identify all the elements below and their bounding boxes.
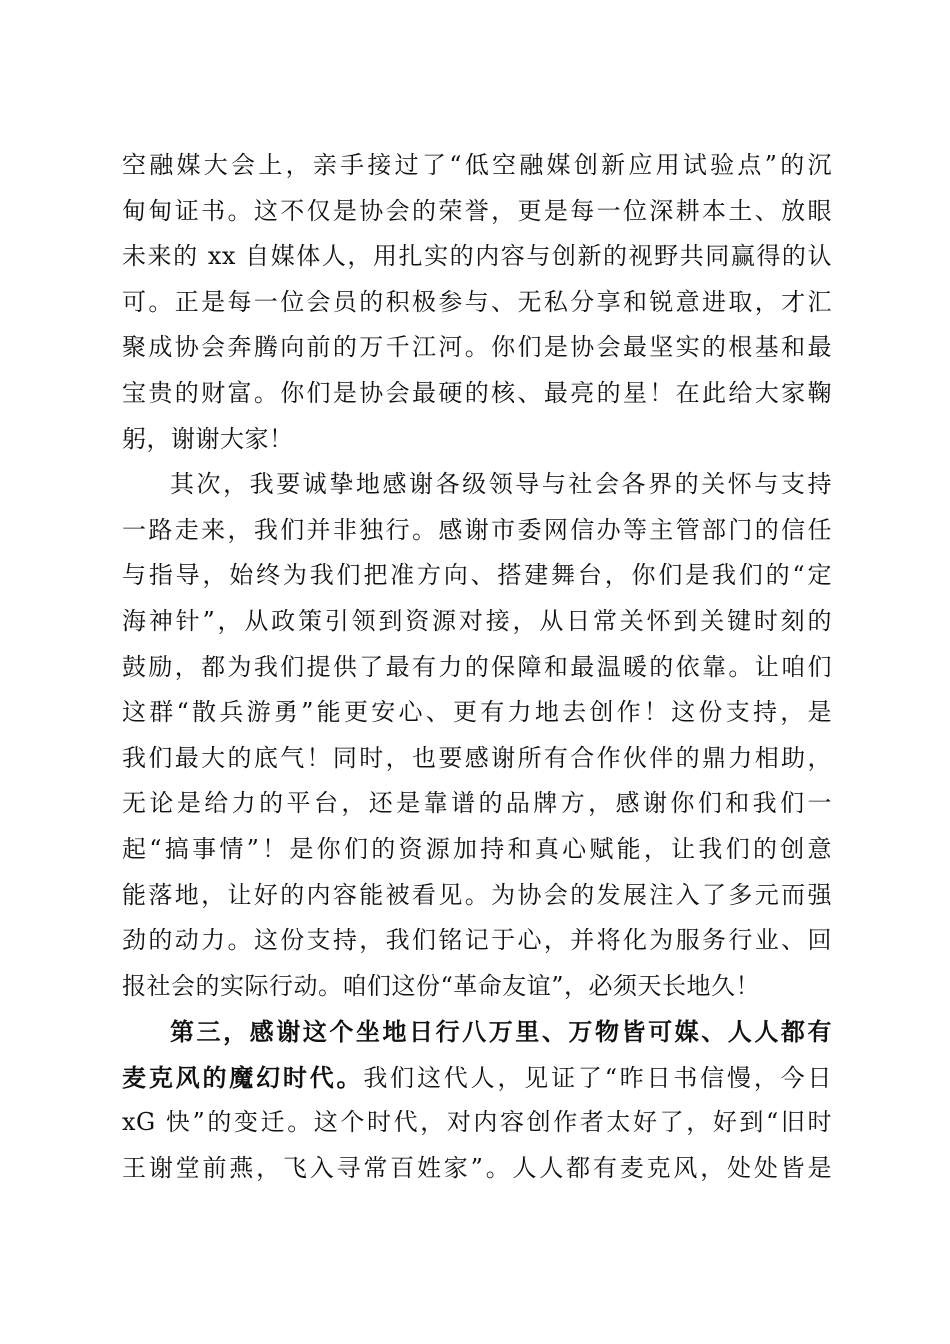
text-line: 甸甸证书。这不仅是协会的荣誉，更是每一位深耕本土、放眼 xyxy=(122,196,832,225)
text-line: 起“搞事情”！是你们的资源加持和真心赋能，让我们的创意 xyxy=(122,834,832,863)
text-line: 聚成协会奔腾向前的万千江河。你们是协会最坚实的根基和最 xyxy=(122,333,832,362)
text-line: 王谢堂前燕，飞入寻常百姓家”。人人都有麦克风，处处皆是 xyxy=(122,1154,832,1183)
text-line: 躬，谢谢大家！ xyxy=(122,424,294,453)
text-segment: 我们这代人，见证了“昨日书信慢，今日 xyxy=(363,1063,832,1092)
text-line: 无论是给力的平台，还是靠谱的品牌方，感谢你们和我们一 xyxy=(122,789,832,818)
paragraph-start-line: 其次，我要诚挚地感谢各级领导与社会各界的关怀与支持 xyxy=(170,470,832,499)
text-line: 未来的 xx 自媒体人，用扎实的内容与创新的视野共同赢得的认 xyxy=(122,242,832,271)
text-line: 与指导，始终为我们把准方向、搭建舞台，你们是我们的“定 xyxy=(122,561,832,590)
text-line: 我们最大的底气！同时，也要感谢所有合作伙伴的鼎力相助， xyxy=(122,743,832,772)
text-line: 空融媒大会上，亲手接过了“低空融媒创新应用试验点”的沉 xyxy=(122,151,832,179)
paragraph-heading-line: 第三，感谢这个坐地日行八万里、万物皆可媒、人人都有 xyxy=(170,1017,832,1047)
text-line: 可。正是每一位会员的积极参与、无私分享和锐意进取，才汇 xyxy=(122,287,832,316)
text-line: 报社会的实际行动。咱们这份“革命友谊”，必须天长地久！ xyxy=(122,971,761,1000)
body-text xyxy=(122,143,832,1192)
text-line xyxy=(122,1055,832,1101)
text-line: xG 快”的变迁。这个时代，对内容创作者太好了，好到“旧时 xyxy=(122,1108,832,1137)
text-line: 宝贵的财富。你们是协会最硬的核、最亮的星！在此给大家鞠 xyxy=(122,378,832,407)
text-line: 能落地，让好的内容能被看见。为协会的发展注入了多元而强 xyxy=(122,880,832,909)
text-line: 鼓励，都为我们提供了最有力的保障和最温暖的依靠。让咱们 xyxy=(122,652,832,681)
heading-tail: 麦克风的魔幻时代。 xyxy=(122,1062,364,1092)
text-line: 一路走来，我们并非独行。感谢市委网信办等主管部门的信任 xyxy=(122,515,832,544)
text-line: 劲的动力。这份支持，我们铭记于心，并将化为服务行业、回 xyxy=(122,926,832,955)
text-line: 海神针”，从政策引领到资源对接，从日常关怀到关键时刻的 xyxy=(122,606,832,635)
text-line: 这群“散兵游勇”能更安心、更有力地去创作！这份支持，是 xyxy=(122,698,832,727)
